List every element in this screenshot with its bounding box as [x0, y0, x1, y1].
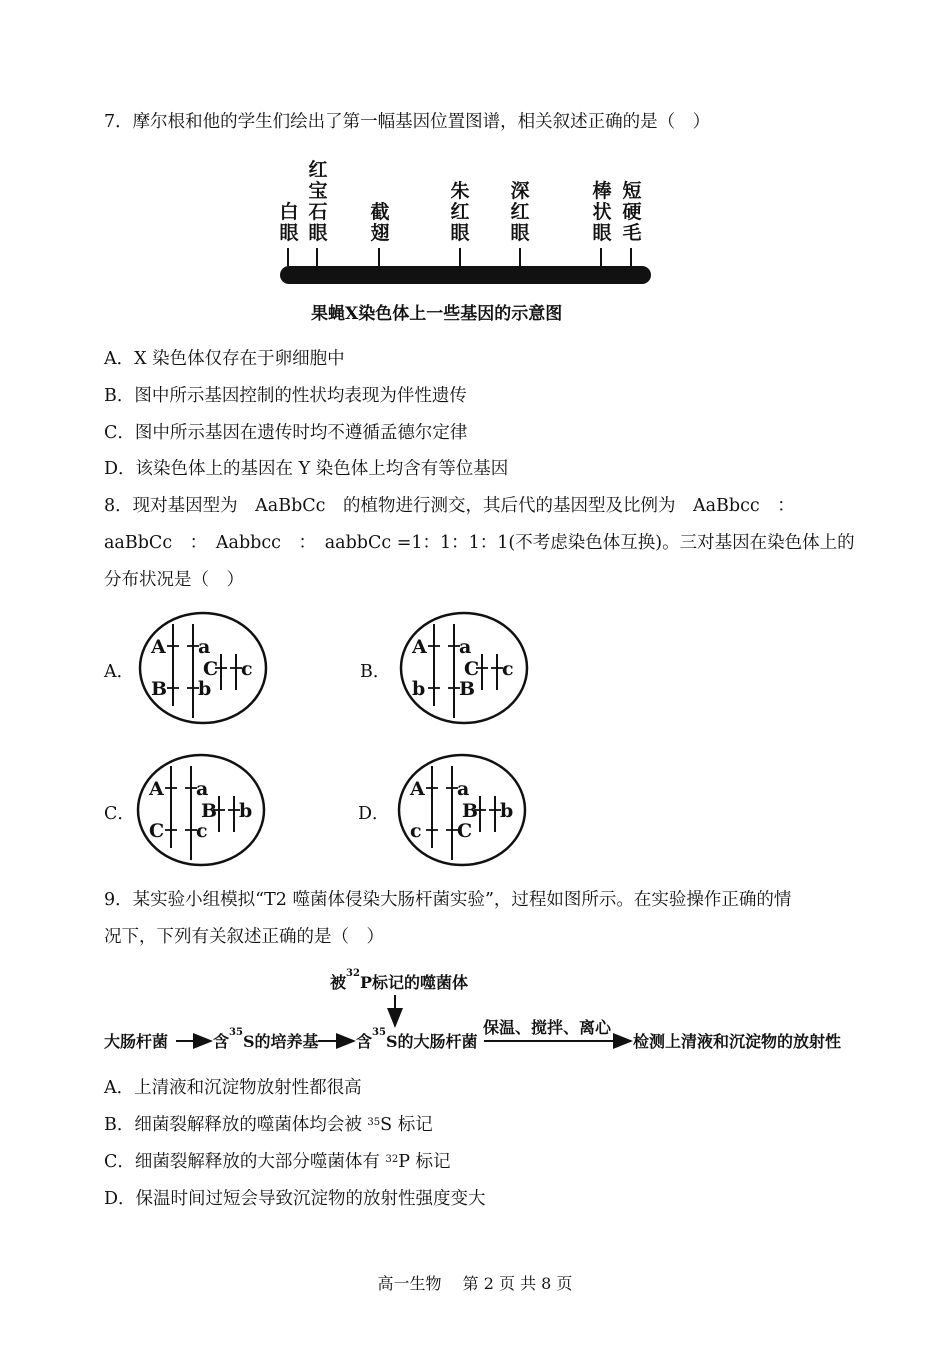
flow-arrow-label: 保温、搅拌、离心 — [483, 1018, 612, 1037]
q9-option-c: C．细菌裂解释放的大部分噬菌体有 $^{32}$P 标记 — [104, 1152, 451, 1172]
allele-label: A — [412, 636, 427, 658]
allele-label: a — [457, 778, 470, 800]
q9-stem-line2: 况下，下列有关叙述正确的是（ ） — [104, 927, 384, 947]
gene-label: 截 翅 — [370, 201, 390, 244]
flow-step-ecoli: 大肠杆菌 — [104, 1032, 169, 1051]
q9-option-d: D．保温时间过短会导致沉淀物的放射性强度变大 — [104, 1189, 486, 1209]
allele-label: a — [459, 636, 472, 658]
allele-label: C — [203, 658, 219, 680]
gene-label: 短 硬 毛 — [622, 180, 642, 244]
q8-stem-line2: aaBbCc ： Aabbcc ： aabbCc =1：1：1：1(不考虑染色体互换)。三对基因在染色体上的 — [104, 533, 855, 553]
q7-option-b: B．图中所示基因控制的性状均表现为伴性遗传 — [104, 386, 467, 406]
figure-caption: 果蝇X染色体上一些基因的示意图 — [311, 304, 563, 324]
q7-stem: 7．摩尔根和他的学生们绘出了第一幅基因位置图谱，相关叙述正确的是（ ） — [104, 112, 711, 132]
q9-stem-line1: 9．某实验小组模拟“T2 噬菌体侵染大肠杆菌实验”，过程如图所示。在实验操作正确的情 — [104, 890, 792, 910]
allele-label: B — [459, 678, 476, 700]
gene-label: 深 红 眼 — [510, 180, 530, 244]
allele-label: b — [239, 800, 253, 822]
flow-step-medium: 含$^{35}$S的培养基 — [213, 1027, 319, 1051]
allele-label: A — [149, 778, 164, 800]
allele-label: b — [500, 800, 514, 822]
allele-label: A — [151, 636, 166, 658]
gene-label: 朱 红 眼 — [450, 180, 470, 244]
allele-label: b — [198, 678, 212, 700]
q9-option-b: B．细菌裂解释放的噬菌体均会被 $^{35}$S 标记 — [104, 1115, 433, 1135]
q7-option-a: A．X 染色体仅存在于卵细胞中 — [104, 349, 345, 369]
gene-label: 白 眼 — [279, 201, 299, 244]
allele-label: c — [241, 658, 253, 680]
flow-step-labeled-ecoli: 含$^{35}$S的大肠杆菌 — [356, 1027, 478, 1051]
allele-label: C — [464, 658, 480, 680]
allele-label: B — [201, 800, 218, 822]
flow-top-label: 被$^{32}$P标记的噬菌体 — [330, 968, 468, 992]
q8-stem-line1: 8．现对基因型为 AaBbCc 的植物进行测交，其后代的基因型及比例为 AaBbcc ： — [104, 496, 795, 516]
q7-option-c: C．图中所示基因在遗传时均不遵循孟德尔定律 — [104, 423, 468, 443]
q8-option-label: A． — [104, 662, 135, 682]
q8-option-label: B． — [360, 662, 391, 682]
allele-label: A — [410, 778, 425, 800]
q8-option-label: C． — [104, 804, 135, 824]
allele-label: B — [151, 678, 168, 700]
gene-label: 棒 状 眼 — [592, 180, 612, 244]
allele-label: C — [457, 820, 473, 842]
allele-label: b — [412, 678, 426, 700]
q9-option-a: A．上清液和沉淀物放射性都很高 — [104, 1078, 362, 1098]
allele-label: a — [196, 778, 209, 800]
page-footer: 高一生物 第 2 页 共 8 页 — [377, 1274, 573, 1293]
gene-label: 红 宝 石 眼 — [308, 159, 328, 244]
flow-step-detect: 检测上清液和沉淀物的放射性 — [633, 1032, 842, 1051]
allele-label: c — [502, 658, 514, 680]
q8-stem-line3: 分布状况是（ ） — [104, 570, 244, 590]
q7-option-d: D．该染色体上的基因在 Y 染色体上均含有等位基因 — [104, 459, 509, 479]
allele-label: C — [149, 820, 165, 842]
allele-label: B — [462, 800, 479, 822]
allele-label: c — [410, 820, 422, 842]
q8-option-label: D． — [358, 804, 390, 824]
allele-label: c — [196, 820, 208, 842]
allele-label: a — [198, 636, 211, 658]
